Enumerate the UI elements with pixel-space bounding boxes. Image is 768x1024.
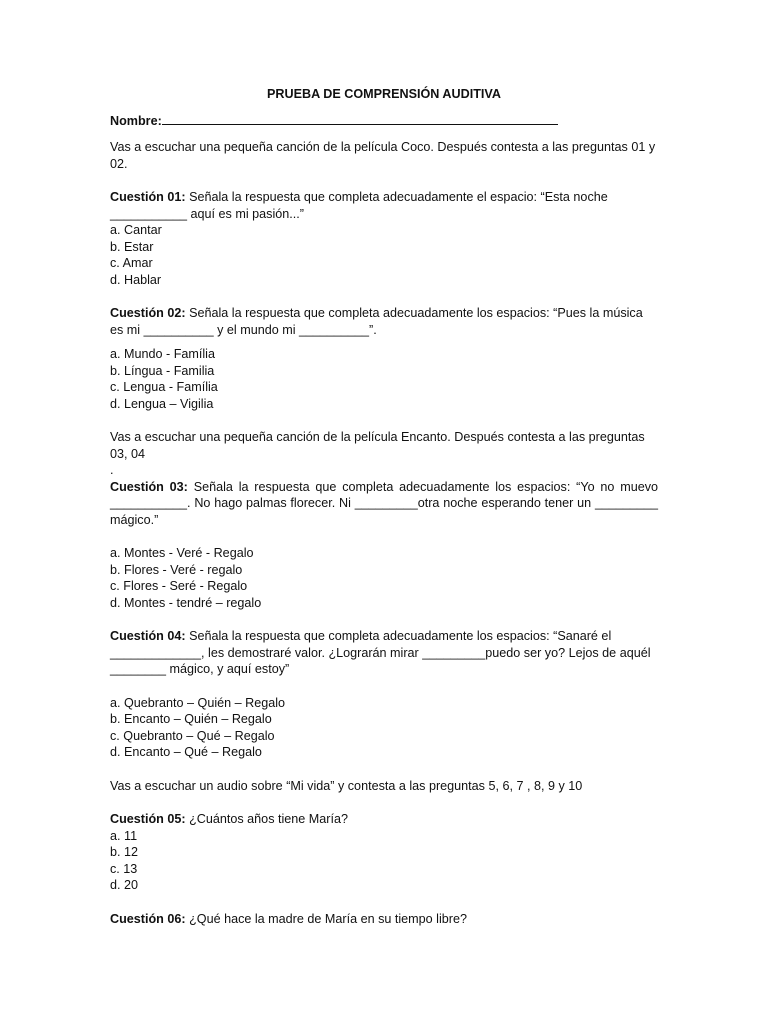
option-b[interactable]: b. 12	[110, 845, 139, 859]
intro-coco: Vas a escuchar una pequeña canción de la película Coco. Después contesta a las preguntas 01 y 02.	[110, 140, 656, 171]
option-b[interactable]: b. Encanto – Quién – Regalo	[110, 712, 272, 726]
option-b[interactable]: b. Estar	[110, 239, 154, 254]
option-a[interactable]: a. Montes - Veré - Regalo	[110, 546, 254, 560]
option-c[interactable]: c. Lengua - Família	[110, 380, 218, 394]
question-03-text: Señala la respuesta que completa adecuadamente los espacios: “Yo no muevo ___________. No hago palmas florecer. Ni _________otra noche esperando tener un _________ mágico.”	[110, 479, 659, 527]
document-page	[110, 86, 658, 927]
question-05-text: ¿Cuántos años tiene María?	[185, 812, 348, 826]
option-d[interactable]: d. 20	[110, 878, 139, 892]
page-title: PRUEBA DE COMPRENSIÓN AUDITIVA	[267, 87, 501, 101]
option-c[interactable]: c. Amar	[110, 256, 153, 270]
option-d[interactable]: d. Montes - tendré – regalo	[110, 595, 262, 610]
option-a[interactable]: a. Mundo - Família	[110, 347, 215, 361]
question-06-label: Cuestión 06:	[110, 911, 186, 926]
question-01-options	[110, 222, 658, 288]
question-04	[110, 628, 658, 678]
question-04-options	[110, 695, 658, 761]
name-field[interactable]	[110, 113, 658, 130]
question-04-label: Cuestión 04:	[110, 629, 186, 643]
question-02-options	[110, 346, 658, 412]
question-02-text: Señala la respuesta que completa adecuadamente los espacios: “Pues la música es mi __________ y el mundo mi __________”.	[110, 306, 643, 337]
question-04-text: Señala la respuesta que completa adecuadamente los espacios: “Sanaré el _____________, les demostraré valor. ¿Lograrán mirar _________puedo ser yo? Lejos de aquél ________ mágico, y aquí estoy”	[110, 629, 651, 676]
option-c[interactable]: c. Quebranto – Qué – Regalo	[110, 728, 275, 743]
option-c[interactable]: c. Flores - Seré - Regalo	[110, 579, 248, 593]
question-03-options	[110, 545, 658, 611]
question-02-label: Cuestión 02:	[110, 306, 186, 320]
option-a[interactable]: a. Quebranto – Quién – Regalo	[110, 695, 286, 710]
question-01	[110, 189, 658, 222]
name-underline[interactable]	[162, 113, 558, 125]
option-b[interactable]: b. Flores - Veré - regalo	[110, 562, 243, 577]
question-02	[110, 305, 658, 338]
intro-mi-vida: Vas a escuchar un audio sobre “Mi vida” y contesta a las preguntas 5, 6, 7 , 8, 9 y 10	[110, 778, 583, 793]
option-a[interactable]: a. Cantar	[110, 223, 162, 237]
name-label: Nombre:	[110, 113, 162, 128]
option-d[interactable]: d. Lengua – Vigilia	[110, 396, 214, 411]
option-d[interactable]: d. Hablar	[110, 272, 162, 287]
option-b[interactable]: b. Língua - Familia	[110, 363, 215, 378]
question-01-text: Señala la respuesta que completa adecuadamente el espacio: “Esta noche ___________ aquí es mi pasión...”	[110, 190, 608, 221]
stray-dot: .	[110, 463, 114, 477]
option-c[interactable]: c. 13	[110, 861, 138, 876]
question-06	[110, 911, 658, 928]
question-06-text: ¿Qué hace la madre de María en su tiempo libre?	[185, 911, 467, 926]
option-d[interactable]: d. Encanto – Qué – Regalo	[110, 745, 262, 759]
option-a[interactable]: a. 11	[110, 828, 138, 843]
question-05-options	[110, 828, 658, 894]
question-01-label: Cuestión 01:	[110, 190, 186, 204]
question-03	[110, 479, 658, 529]
question-03-label: Cuestión 03:	[110, 479, 188, 494]
question-05	[110, 811, 658, 828]
question-05-label: Cuestión 05:	[110, 812, 186, 826]
intro-encanto: Vas a escuchar una pequeña canción de la película Encanto. Después contesta a las preguntas 03, 04	[110, 430, 645, 461]
